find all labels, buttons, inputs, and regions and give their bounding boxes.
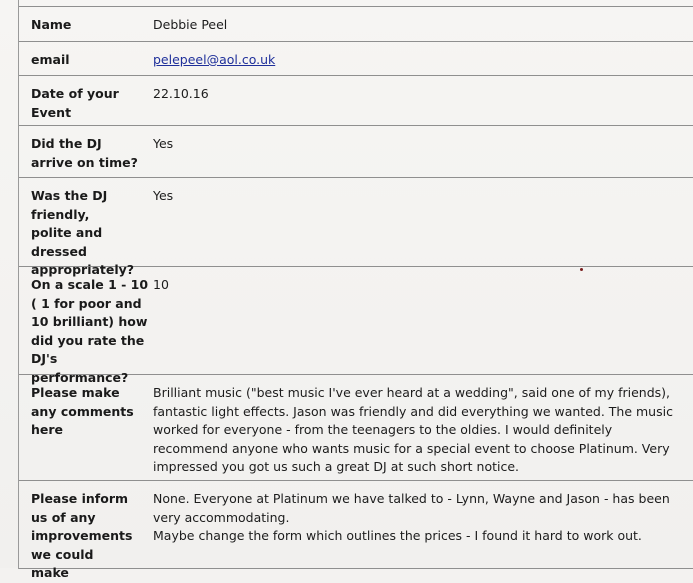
value-comments: Brilliant music ("best music I've ever heard at a wedding", said one of my friends), fantastic light effects. Jason was friendly and did everything we wanted. The music worked for everyone - from the teenagers to the oldies. I would definitely recommend anyone who wants music for a special event to choose Platinum. Very impressed you got us such a great DJ at such short notice. — [153, 385, 673, 474]
email-link[interactable]: pelepeel@aol.co.uk — [153, 52, 276, 67]
row-email — [19, 42, 693, 76]
label-event-date: Date of your Event — [31, 86, 119, 120]
row-dj-friendly — [19, 178, 693, 277]
value-dj-friendly: Yes — [153, 188, 174, 203]
value-improvements-line-1: None. Everyone at Platinum we have talked to - Lynn, Wayne and Jason - has been very accommodating. — [153, 491, 670, 525]
label-dj-friendly: Was the DJ friendly, polite and dressed appropriately? — [31, 188, 135, 277]
label-email: email — [31, 52, 70, 67]
value-improvements-line-2: Maybe change the form which outlines the prices - I found it hard to work out. — [153, 528, 642, 543]
label-comments: Please make any comments here — [31, 385, 134, 437]
row-comments — [19, 375, 693, 481]
row-improvements — [19, 481, 693, 580]
ink-speck — [580, 268, 583, 271]
value-dj-on-time: Yes — [153, 136, 174, 151]
value-name: Debbie Peel — [153, 17, 228, 32]
value-dj-rating: 10 — [153, 277, 169, 292]
value-email — [153, 51, 688, 70]
label-name: Name — [31, 17, 72, 32]
value-improvements — [153, 490, 688, 546]
row-name — [19, 6, 693, 42]
label-dj-rating: On a scale 1 - 10 ( 1 for poor and 10 brilliant) how did you rate the DJ's performance? — [31, 277, 149, 385]
feedback-form-table — [18, 0, 693, 580]
label-dj-on-time: Did the DJ arrive on time? — [31, 136, 138, 170]
row-dj-rating — [19, 267, 693, 385]
row-event-date — [19, 76, 693, 126]
value-event-date: 22.10.16 — [153, 86, 209, 101]
label-improvements: Please inform us of any improvements we could make — [31, 491, 133, 580]
row-dj-on-time — [19, 126, 693, 178]
